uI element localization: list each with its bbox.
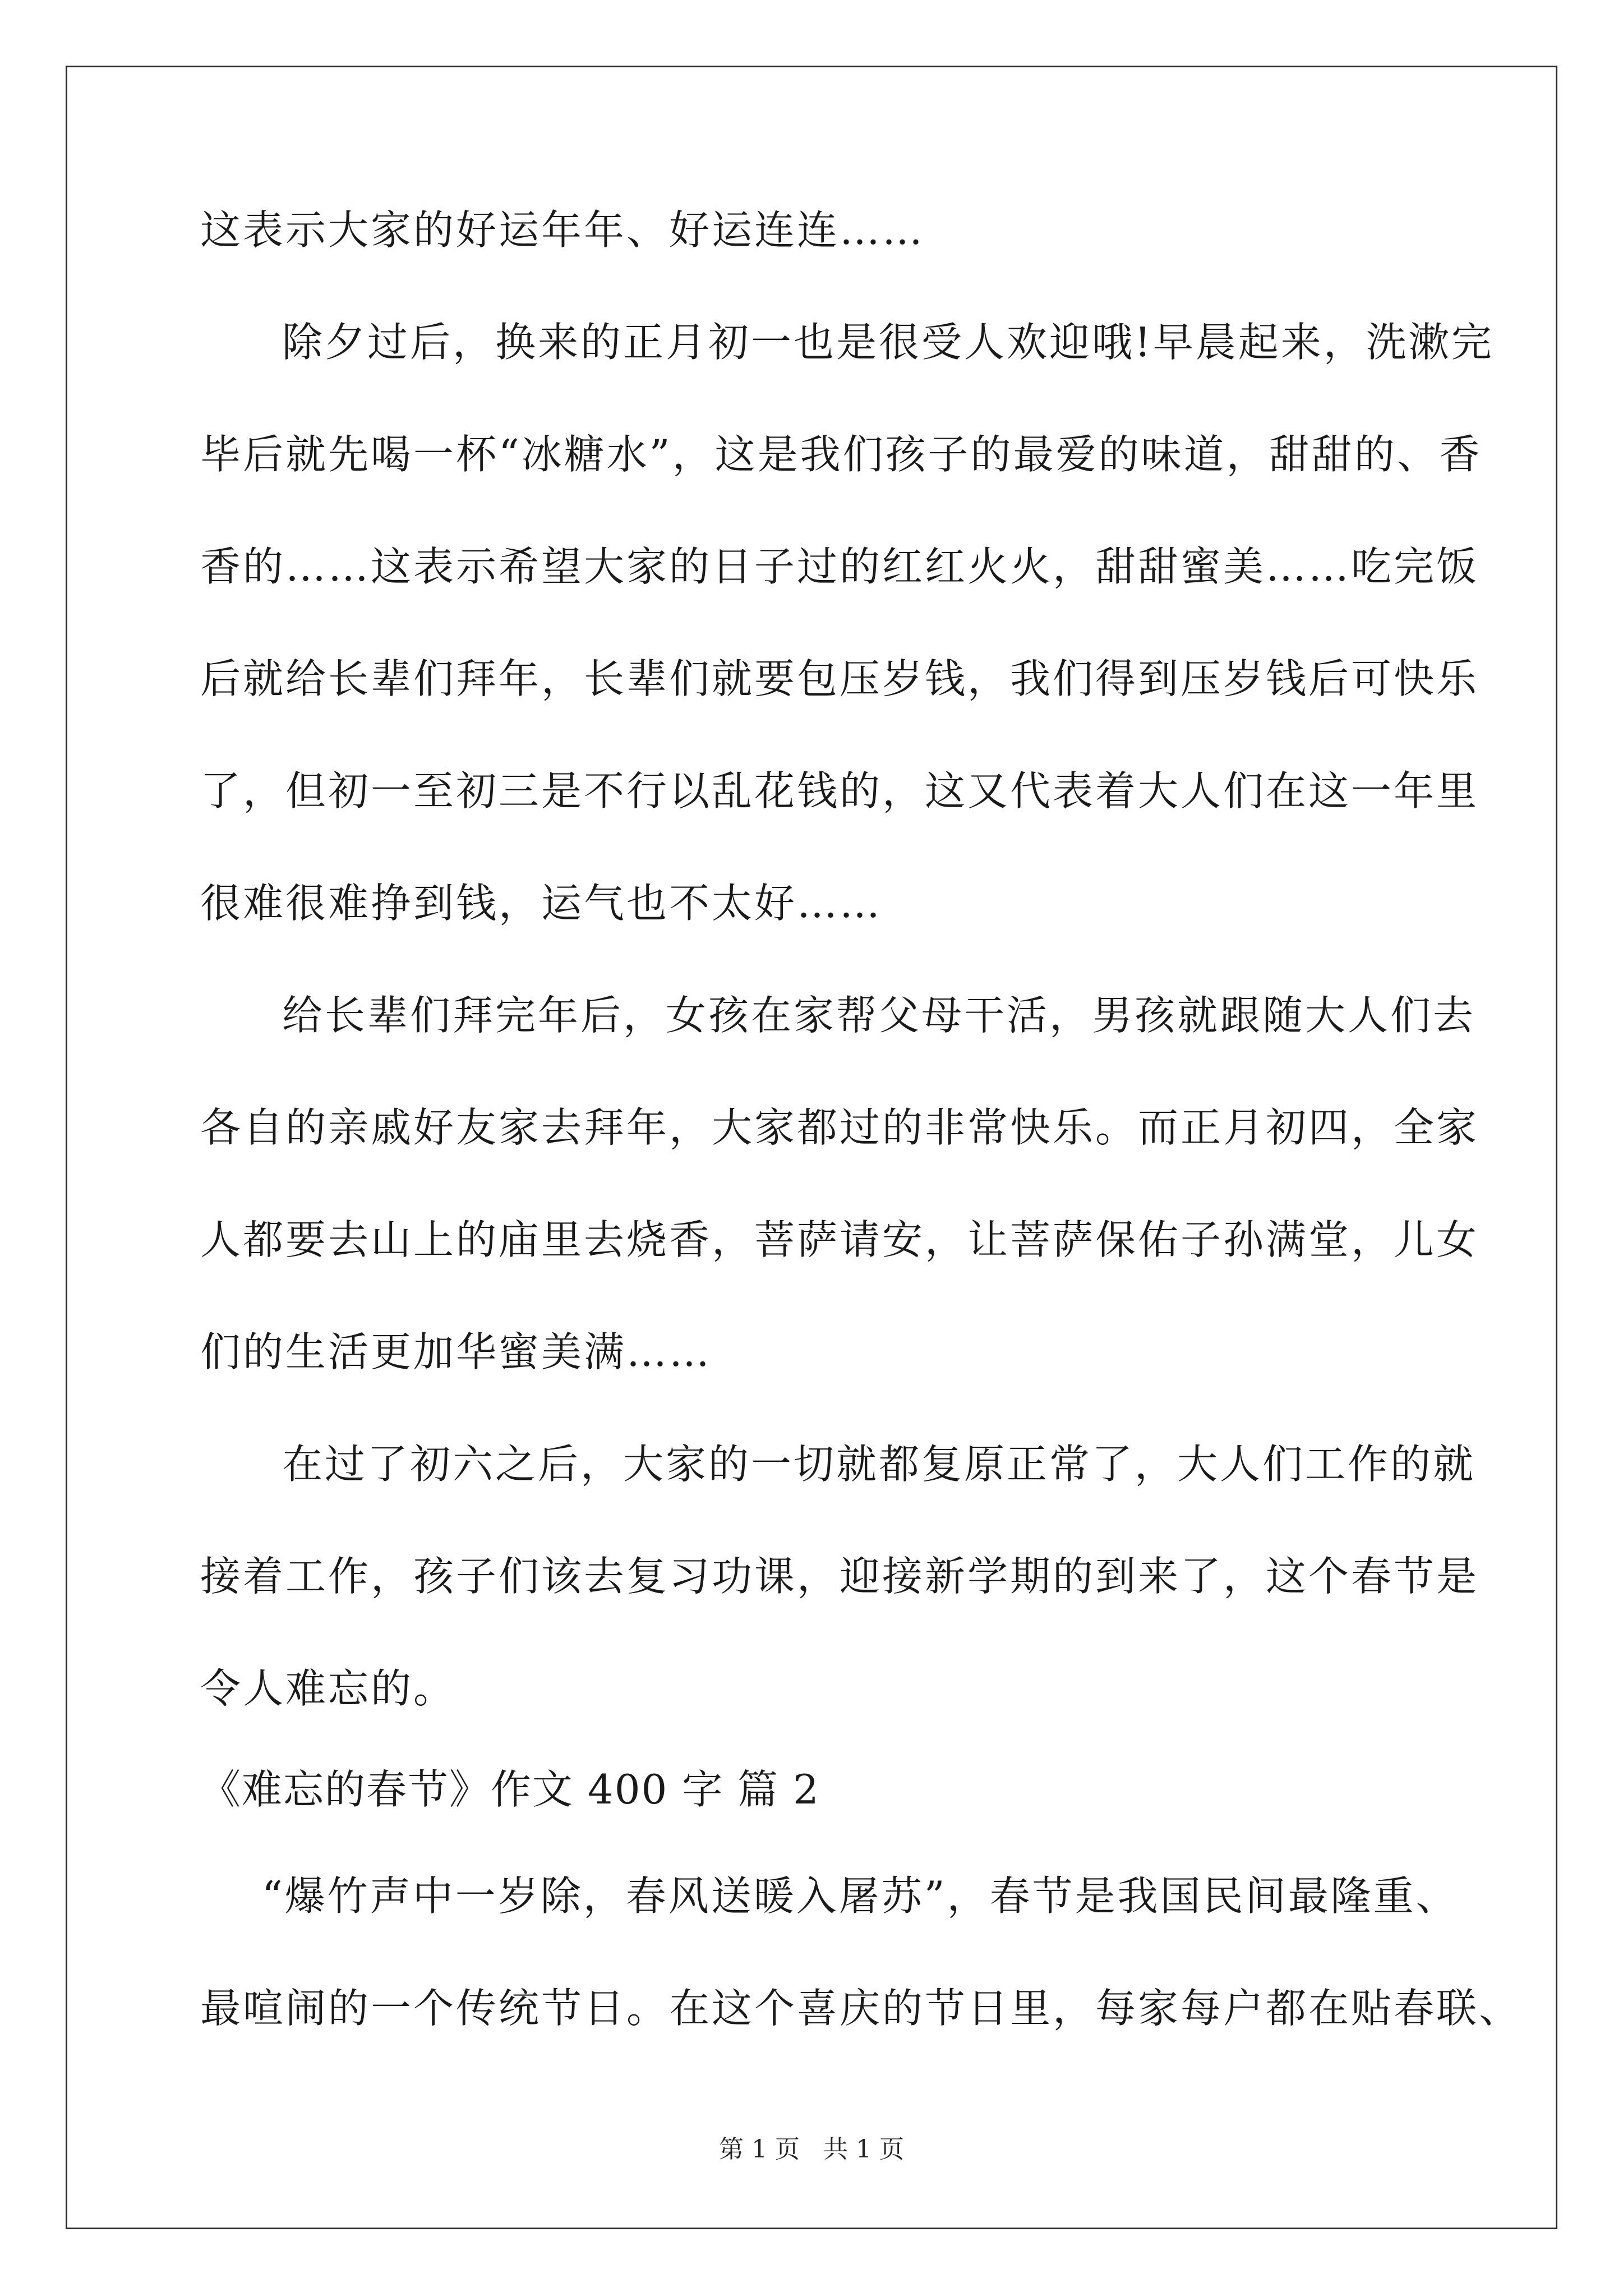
paragraph-line: 了，但初一至初三是不行以乱花钱的，这又代表着大人们在这一年里 [200, 767, 1479, 815]
paragraph-line: 令人难忘的。 [200, 1665, 457, 1712]
paragraph-line: 人都要去山上的庙里去烧香，菩萨请安，让菩萨保佑子孙满堂，儿女 [200, 1216, 1479, 1263]
page-number: 第 1 页 [719, 2135, 800, 2164]
paragraph-line: 除夕过后，换来的正月初一也是很受人欢迎哦!早晨起来，洗漱完 [282, 319, 1494, 366]
paragraph-line: 给长辈们拜完年后，女孩在家帮父母干活，男孩就跟随大人们去 [282, 992, 1476, 1039]
paragraph-line: 们的生活更加华蜜美满…… [200, 1328, 712, 1375]
page-footer [0, 2133, 1623, 2166]
paragraph-line: 后就给长辈们拜年，长辈们就要包压岁钱，我们得到压岁钱后可快乐 [200, 655, 1479, 702]
paragraph-line: 很难很难挣到钱，运气也不太好…… [200, 880, 883, 927]
paragraph-line: 各自的亲戚好友家去拜年，大家都过的非常快乐。而正月初四，全家 [200, 1104, 1479, 1151]
paragraph-line: 最喧闹的一个传统节日。在这个喜庆的节日里，每家每户都在贴春联、 [200, 1985, 1522, 2032]
paragraph-line: “爆竹声中一岁除，春风送暖入屠苏”，春节是我国民间最隆重、 [262, 1872, 1459, 1920]
paragraph-line: 这表示大家的好运年年、好运连连…… [200, 206, 925, 254]
page-total: 共 1 页 [823, 2135, 904, 2164]
paragraph-line: 在过了初六之后，大家的一切就都复原正常了，大人们工作的就 [282, 1441, 1476, 1488]
section-heading: 《难忘的春节》作文 400 字 篇 2 [200, 1766, 820, 1813]
paragraph-line: 毕后就先喝一杯“冰糖水”，这是我们孩子的最爱的味道，甜甜的、香 [200, 431, 1482, 478]
paragraph-line: 香的……这表示希望大家的日子过的红红火火，甜甜蜜美……吃完饭 [200, 543, 1479, 590]
paragraph-line: 接着工作，孩子们该去复习功课，迎接新学期的到来了，这个春节是 [200, 1553, 1479, 1600]
